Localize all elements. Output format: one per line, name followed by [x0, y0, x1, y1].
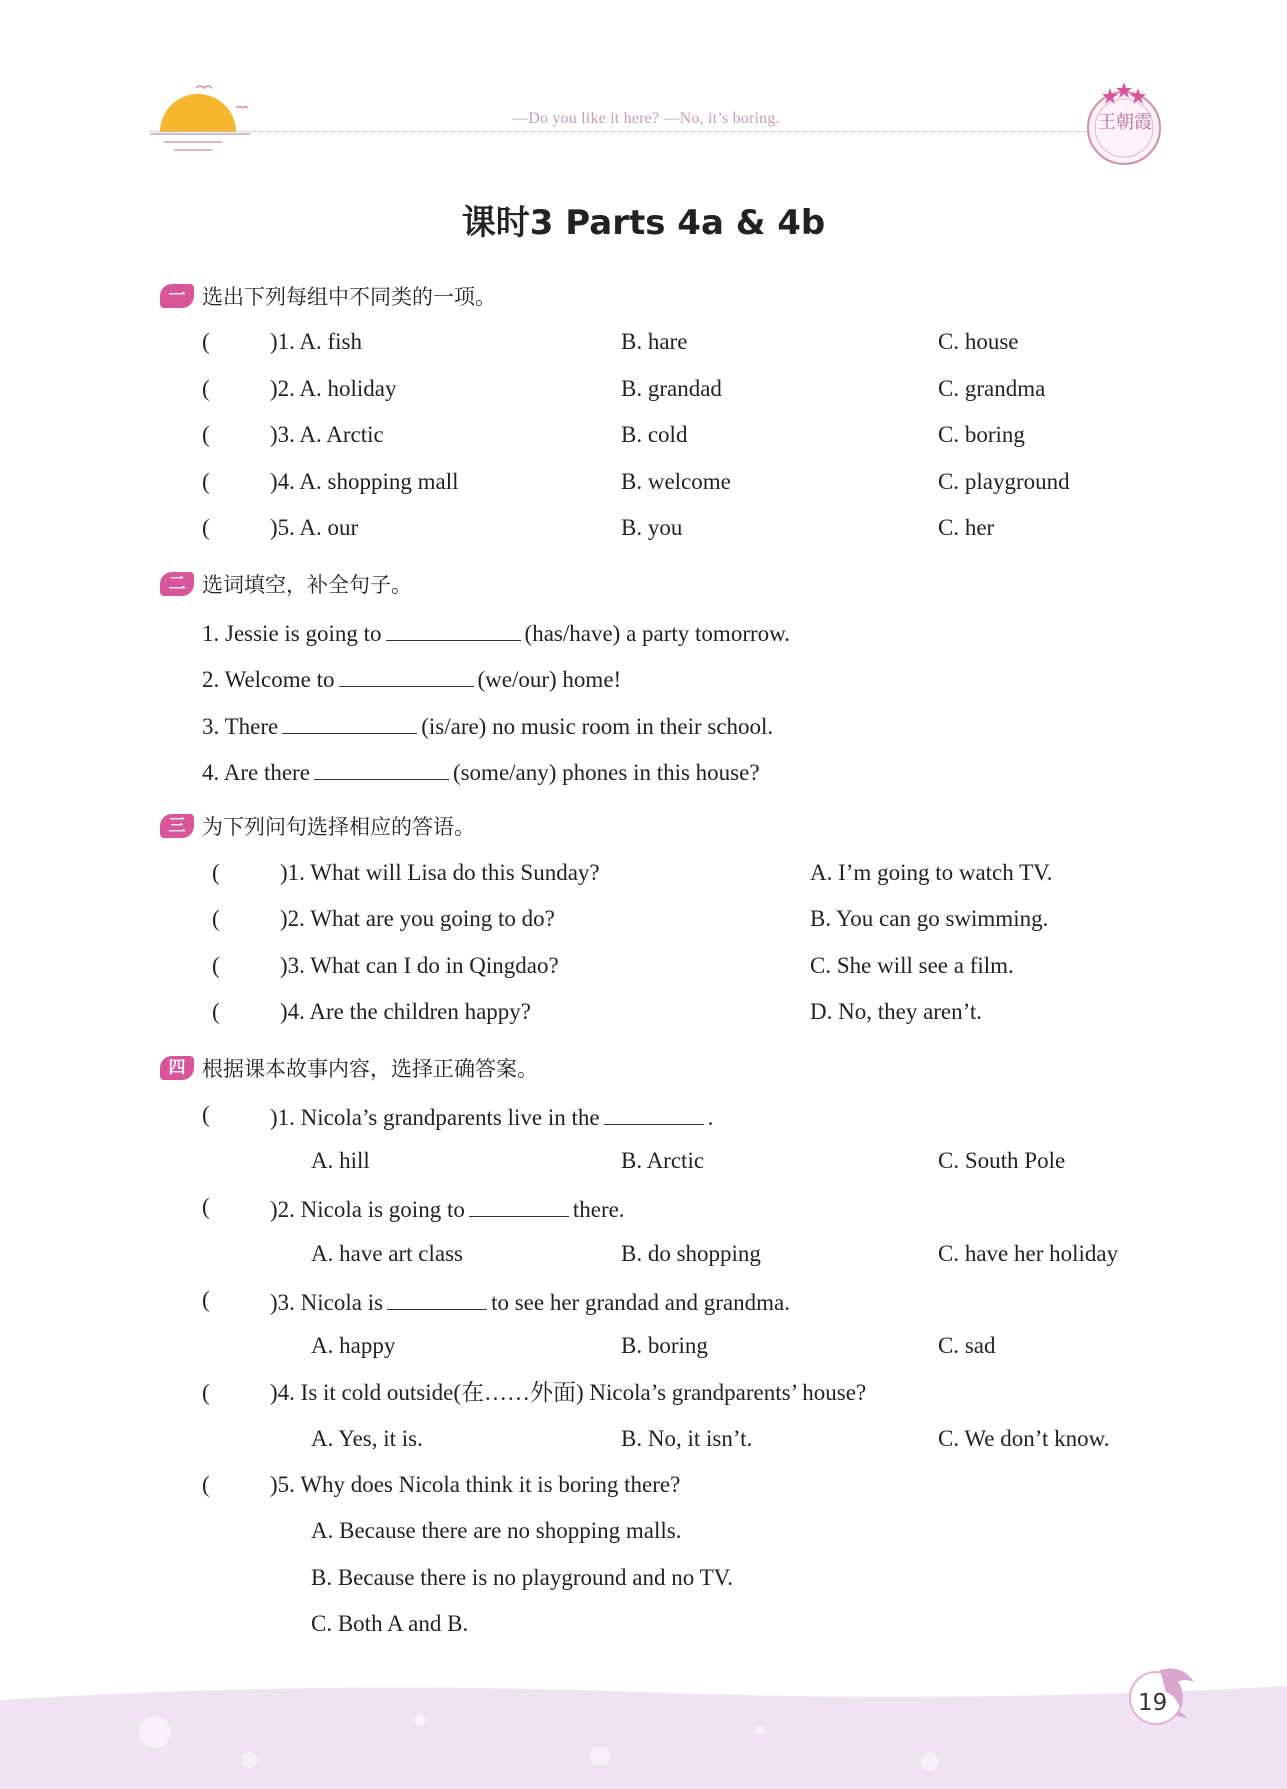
- item-option-c: C. her: [938, 515, 995, 540]
- item-option-a: )2. A. holiday: [270, 376, 397, 401]
- item-option-a: )1. A. fish: [270, 329, 362, 354]
- fill-blank[interactable]: [469, 1192, 569, 1217]
- answer-paren[interactable]: (: [202, 469, 210, 494]
- page-header: [0, 0, 1287, 170]
- sentence-end: (some/any) phones in this house?: [452, 760, 760, 785]
- page-number: 19: [1138, 1690, 1168, 1716]
- question-text: [270, 1100, 713, 1130]
- section-number-badge: 一: [160, 284, 194, 308]
- fill-blank[interactable]: [386, 616, 521, 641]
- section-title: 为下列问句选择相应的答语。: [202, 815, 475, 839]
- question-stem: )1. Nicola’s grandparents live in the: [270, 1105, 600, 1130]
- sentence-end: (has/have) a party tomorrow.: [524, 621, 790, 646]
- sentence-start: 1. Jessie is going to: [202, 621, 382, 646]
- question-text: )3. What can I do in Qingdao?: [280, 953, 559, 978]
- section-2-heading: [160, 570, 412, 598]
- item-option-a: )5. A. our: [270, 515, 359, 540]
- list-item: [202, 616, 790, 646]
- item-option-b: B. do shopping: [621, 1241, 761, 1266]
- question-text: )5. Why does Nicola think it is boring there?: [270, 1472, 681, 1497]
- section-number-badge: 二: [160, 572, 194, 596]
- answer-paren[interactable]: (: [202, 1194, 210, 1219]
- fill-blank[interactable]: [604, 1100, 704, 1125]
- item-option-b: B. welcome: [621, 469, 731, 494]
- question-stem: )2. Nicola is going to: [270, 1197, 465, 1222]
- running-header: —Do you like it here? —No, it’s boring.: [512, 110, 780, 127]
- list-item: [202, 755, 760, 785]
- item-option-c: C. South Pole: [938, 1148, 1066, 1173]
- question-end: there.: [572, 1197, 625, 1222]
- question-text: [270, 1192, 625, 1222]
- item-option-c: C. boring: [938, 422, 1025, 447]
- sunset-icon: [150, 72, 260, 152]
- footer-wave: [0, 1680, 1287, 1789]
- section-1-heading: [160, 282, 496, 310]
- item-option-c: C. house: [938, 329, 1019, 354]
- sentence-start: 4. Are there: [202, 760, 310, 785]
- answer-paren[interactable]: (: [202, 422, 210, 447]
- question-end: to see her grandad and grandma.: [491, 1290, 790, 1315]
- item-option-b: B. you: [621, 515, 683, 540]
- item-option-a: A. Because there are no shopping malls.: [311, 1518, 682, 1543]
- item-option-c: C. sad: [938, 1333, 996, 1358]
- item-option-b: B. cold: [621, 422, 688, 447]
- answer-paren[interactable]: (: [202, 1380, 210, 1405]
- answer-option: B. You can go swimming.: [810, 906, 1049, 931]
- answer-paren[interactable]: (: [202, 1287, 210, 1312]
- sentence-end: (we/our) home!: [477, 667, 622, 692]
- item-option-c: C. grandma: [938, 376, 1046, 401]
- item-option-b: B. grandad: [621, 376, 722, 401]
- item-option-a: A. happy: [311, 1333, 396, 1358]
- answer-paren[interactable]: (: [202, 329, 210, 354]
- question-text: )4. Is it cold outside(在……外面) Nicola’s grandparents’ house?: [270, 1380, 867, 1405]
- answer-paren[interactable]: (: [212, 999, 220, 1024]
- question-text: )4. Are the children happy?: [280, 999, 531, 1024]
- list-item: [202, 662, 621, 692]
- section-4-heading: [160, 1054, 538, 1082]
- question-end: .: [707, 1105, 714, 1130]
- seal-text: 王朝霞: [1098, 112, 1152, 133]
- sentence-end: (is/are) no music room in their school.: [421, 714, 774, 739]
- fill-blank[interactable]: [282, 709, 417, 734]
- question-text: )1. What will Lisa do this Sunday?: [280, 860, 600, 885]
- item-option-b: B. boring: [621, 1333, 708, 1358]
- item-option-a: A. Yes, it is.: [311, 1426, 423, 1451]
- answer-paren[interactable]: (: [202, 376, 210, 401]
- header-divider: [150, 131, 1090, 132]
- fill-blank[interactable]: [339, 662, 474, 687]
- section-title: 选出下列每组中不同类的一项。: [202, 285, 496, 309]
- answer-option: A. I’m going to watch TV.: [810, 860, 1053, 885]
- answer-option: C. She will see a film.: [810, 953, 1014, 978]
- item-option-b: B. No, it isn’t.: [621, 1426, 753, 1451]
- fill-blank[interactable]: [387, 1285, 487, 1310]
- sentence-start: 3. There: [202, 714, 279, 739]
- answer-paren[interactable]: (: [212, 906, 220, 931]
- section-title: 根据课本故事内容，选择正确答案。: [202, 1057, 538, 1081]
- section-number-badge: 三: [160, 814, 194, 838]
- item-option-b: B. hare: [621, 329, 688, 354]
- answer-paren[interactable]: (: [202, 1102, 210, 1127]
- item-option-a: A. have art class: [311, 1241, 463, 1266]
- page-title: 课时3 Parts 4a & 4b: [461, 203, 826, 243]
- item-option-a: )4. A. shopping mall: [270, 469, 459, 494]
- item-option-b: B. Arctic: [621, 1148, 705, 1173]
- section-title: 选词填空，补全句子。: [202, 573, 412, 597]
- item-option-b: B. Because there is no playground and no TV.: [311, 1565, 734, 1590]
- list-item: [202, 709, 773, 739]
- answer-paren[interactable]: (: [202, 1472, 210, 1497]
- item-option-c: C. Both A and B.: [311, 1611, 469, 1636]
- item-option-c: C. We don’t know.: [938, 1426, 1110, 1451]
- section-3-heading: [160, 812, 475, 840]
- answer-paren[interactable]: (: [202, 515, 210, 540]
- sentence-start: 2. Welcome to: [202, 667, 335, 692]
- item-option-c: C. have her holiday: [938, 1241, 1119, 1266]
- answer-option: D. No, they aren’t.: [810, 999, 983, 1024]
- fill-blank[interactable]: [314, 755, 449, 780]
- item-option-c: C. playground: [938, 469, 1070, 494]
- item-option-a: A. hill: [311, 1148, 370, 1173]
- question-stem: )3. Nicola is: [270, 1290, 384, 1315]
- question-text: [270, 1285, 790, 1315]
- answer-paren[interactable]: (: [212, 953, 220, 978]
- answer-paren[interactable]: (: [212, 860, 220, 885]
- section-number-badge: 四: [160, 1056, 194, 1080]
- question-text: )2. What are you going to do?: [280, 906, 555, 931]
- item-option-a: )3. A. Arctic: [270, 422, 384, 447]
